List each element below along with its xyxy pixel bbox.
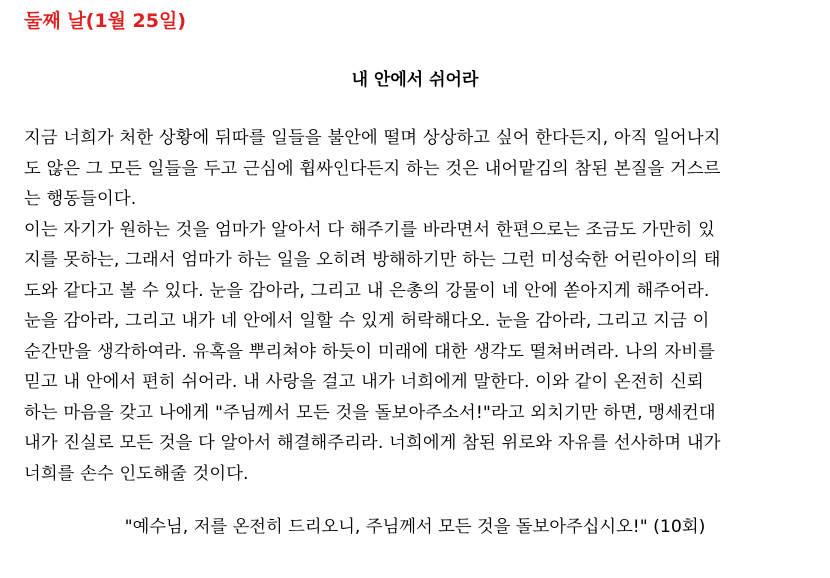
page-title: 내 안에서 쉬어라 — [351, 70, 479, 90]
body-line: 하는 마음을 갖고 나에게 "주님께서 모든 것을 돌보아주소서!"라고 외치기만 하면, 맹세컨대 — [24, 402, 716, 423]
body-line: 눈을 감아라, 그리고 내가 네 안에서 일할 수 있게 허락해다오. 눈을 감아라, 그리고 지금 이 — [24, 311, 710, 331]
body-line: 믿고 내 안에서 편히 쉬어라. 내 사랑을 걸고 내가 너희에게 말한다. 이와 같이 온전히 신뢰 — [24, 372, 704, 392]
prayer-text: "예수님, 저를 온전히 드리오니, 주님께서 모든 것을 돌보아주십시오!" (10회) — [124, 517, 706, 537]
body-line: 순간만을 생각하여라. 유혹을 뿌리쳐야 하듯이 미래에 대한 생각도 떨쳐버려라. 나의 자비를 — [24, 341, 715, 362]
day-heading: 둘째 날(1월 25일) — [24, 10, 187, 32]
body-line: 내가 진실로 모든 것을 다 알아서 해결해주리라. 너희에게 참된 위로와 자유를 선사하며 내가 — [24, 433, 721, 453]
body-line: 도와 같다고 볼 수 있다. 눈을 감아라, 그리고 내 은총의 강물이 네 안에 쏟아지게 해주어라. — [24, 280, 710, 301]
body-line: 이는 자기가 원하는 것을 엄마가 알아서 다 해주기를 바라면서 한편으로는 조금도 가만히 있 — [24, 219, 715, 240]
body-line: 는 행동들이다. — [24, 189, 137, 209]
body-text — [24, 123, 824, 489]
body-line: 지금 너희가 처한 상황에 뒤따를 일들을 불안에 떨며 상상하고 싶어 한다든지, 아직 일어나지 — [24, 128, 721, 148]
body-line: 도 않은 그 모든 일들을 두고 근심에 휩싸인다든지 하는 것은 내어맡김의 참된 본질을 거스르 — [24, 158, 721, 179]
body-line: 너희를 손수 인도해줄 것이다. — [24, 463, 249, 484]
body-line: 지를 못하는, 그래서 엄마가 하는 일을 오히려 방해하기만 하는 그런 미성숙한 어린아이의 태 — [24, 250, 721, 270]
